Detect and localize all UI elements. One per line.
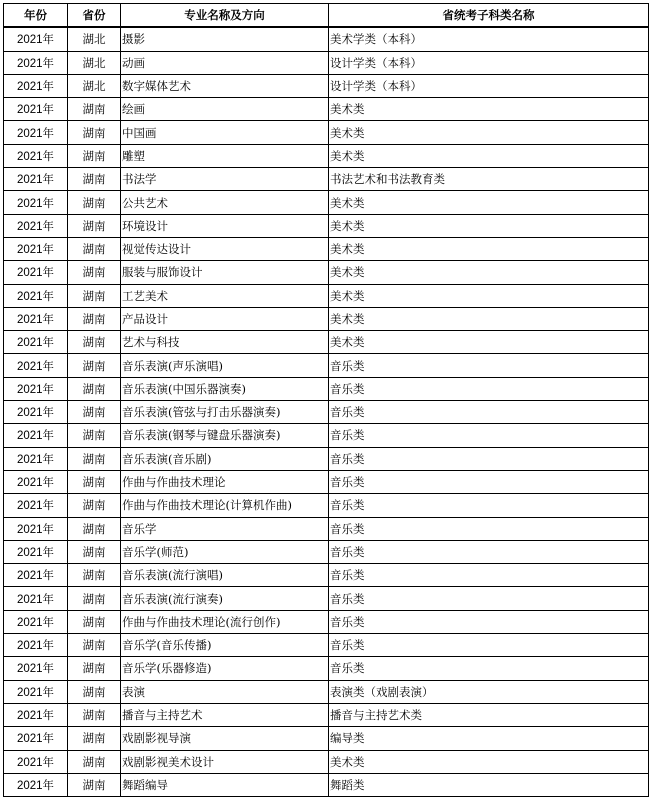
province-cell: 湖南 bbox=[68, 261, 121, 284]
major-cell: 音乐学(师范) bbox=[121, 540, 329, 563]
province-cell: 湖南 bbox=[68, 401, 121, 424]
table-row bbox=[4, 191, 649, 214]
major-cell: 音乐学(音乐传播) bbox=[121, 634, 329, 657]
category-cell: 表演类（戏剧表演） bbox=[329, 680, 649, 703]
category-cell: 音乐类 bbox=[329, 517, 649, 540]
year-cell: 2021年 bbox=[4, 27, 68, 51]
year-cell: 2021年 bbox=[4, 121, 68, 144]
table-row bbox=[4, 144, 649, 167]
year-cell: 2021年 bbox=[4, 331, 68, 354]
table-row bbox=[4, 214, 649, 237]
category-cell: 美术学类（本科） bbox=[329, 27, 649, 51]
category-cell: 编导类 bbox=[329, 727, 649, 750]
major-cell: 戏剧影视导演 bbox=[121, 727, 329, 750]
major-cell: 书法学 bbox=[121, 168, 329, 191]
province-cell: 湖南 bbox=[68, 634, 121, 657]
major-category-table bbox=[3, 3, 649, 797]
category-cell: 美术类 bbox=[329, 121, 649, 144]
province-cell: 湖南 bbox=[68, 191, 121, 214]
year-cell: 2021年 bbox=[4, 424, 68, 447]
province-cell: 湖南 bbox=[68, 168, 121, 191]
major-cell: 环境设计 bbox=[121, 214, 329, 237]
table-row bbox=[4, 517, 649, 540]
major-cell: 音乐表演(流行演唱) bbox=[121, 564, 329, 587]
province-cell: 湖南 bbox=[68, 750, 121, 773]
category-cell: 美术类 bbox=[329, 237, 649, 260]
table-row bbox=[4, 284, 649, 307]
province-cell: 湖南 bbox=[68, 424, 121, 447]
province-cell: 湖南 bbox=[68, 121, 121, 144]
province-cell: 湖南 bbox=[68, 517, 121, 540]
year-cell: 2021年 bbox=[4, 587, 68, 610]
year-cell: 2021年 bbox=[4, 470, 68, 493]
category-cell: 美术类 bbox=[329, 144, 649, 167]
table-row bbox=[4, 610, 649, 633]
category-cell: 音乐类 bbox=[329, 610, 649, 633]
year-cell: 2021年 bbox=[4, 261, 68, 284]
province-cell: 湖南 bbox=[68, 703, 121, 726]
table-row bbox=[4, 261, 649, 284]
category-cell: 美术类 bbox=[329, 307, 649, 330]
province-cell: 湖北 bbox=[68, 27, 121, 51]
year-cell: 2021年 bbox=[4, 634, 68, 657]
table-row bbox=[4, 354, 649, 377]
table-row bbox=[4, 727, 649, 750]
major-cell: 作曲与作曲技术理论(流行创作) bbox=[121, 610, 329, 633]
table-row bbox=[4, 750, 649, 773]
year-cell: 2021年 bbox=[4, 494, 68, 517]
category-cell: 音乐类 bbox=[329, 540, 649, 563]
major-cell: 音乐表演(声乐演唱) bbox=[121, 354, 329, 377]
major-cell: 产品设计 bbox=[121, 307, 329, 330]
major-cell: 音乐学 bbox=[121, 517, 329, 540]
category-cell: 美术类 bbox=[329, 191, 649, 214]
major-cell: 音乐表演(流行演奏) bbox=[121, 587, 329, 610]
province-cell: 湖北 bbox=[68, 51, 121, 74]
major-cell: 雕塑 bbox=[121, 144, 329, 167]
year-cell: 2021年 bbox=[4, 703, 68, 726]
province-cell: 湖南 bbox=[68, 447, 121, 470]
table-row bbox=[4, 121, 649, 144]
table-row bbox=[4, 470, 649, 493]
category-cell: 音乐类 bbox=[329, 657, 649, 680]
category-cell: 设计学类（本科） bbox=[329, 51, 649, 74]
major-cell: 音乐学(乐器修造) bbox=[121, 657, 329, 680]
major-cell: 音乐表演(管弦与打击乐器演奏) bbox=[121, 401, 329, 424]
province-cell: 湖南 bbox=[68, 587, 121, 610]
table-row bbox=[4, 494, 649, 517]
table-row bbox=[4, 587, 649, 610]
category-cell: 美术类 bbox=[329, 214, 649, 237]
major-cell: 绘画 bbox=[121, 98, 329, 121]
document-page bbox=[3, 3, 649, 797]
year-cell: 2021年 bbox=[4, 144, 68, 167]
major-cell: 服装与服饰设计 bbox=[121, 261, 329, 284]
category-cell: 音乐类 bbox=[329, 564, 649, 587]
province-cell: 湖南 bbox=[68, 727, 121, 750]
year-cell: 2021年 bbox=[4, 354, 68, 377]
table-row bbox=[4, 74, 649, 97]
major-cell: 作曲与作曲技术理论 bbox=[121, 470, 329, 493]
header-category: 省统考子科类名称 bbox=[329, 4, 649, 28]
table-row bbox=[4, 703, 649, 726]
province-cell: 湖南 bbox=[68, 540, 121, 563]
province-cell: 湖南 bbox=[68, 214, 121, 237]
year-cell: 2021年 bbox=[4, 191, 68, 214]
year-cell: 2021年 bbox=[4, 377, 68, 400]
category-cell: 音乐类 bbox=[329, 447, 649, 470]
year-cell: 2021年 bbox=[4, 750, 68, 773]
year-cell: 2021年 bbox=[4, 168, 68, 191]
year-cell: 2021年 bbox=[4, 657, 68, 680]
category-cell: 美术类 bbox=[329, 261, 649, 284]
province-cell: 湖南 bbox=[68, 98, 121, 121]
category-cell: 舞蹈类 bbox=[329, 773, 649, 796]
table-row bbox=[4, 51, 649, 74]
major-cell: 艺术与科技 bbox=[121, 331, 329, 354]
category-cell: 音乐类 bbox=[329, 424, 649, 447]
table-row bbox=[4, 447, 649, 470]
table-row bbox=[4, 377, 649, 400]
year-cell: 2021年 bbox=[4, 74, 68, 97]
year-cell: 2021年 bbox=[4, 447, 68, 470]
province-cell: 湖南 bbox=[68, 377, 121, 400]
table-row bbox=[4, 540, 649, 563]
major-cell: 摄影 bbox=[121, 27, 329, 51]
table-row bbox=[4, 307, 649, 330]
year-cell: 2021年 bbox=[4, 773, 68, 796]
table-row bbox=[4, 168, 649, 191]
major-cell: 中国画 bbox=[121, 121, 329, 144]
major-cell: 音乐表演(钢琴与键盘乐器演奏) bbox=[121, 424, 329, 447]
major-cell: 视觉传达设计 bbox=[121, 237, 329, 260]
province-cell: 湖南 bbox=[68, 610, 121, 633]
header-year: 年份 bbox=[4, 4, 68, 28]
province-cell: 湖南 bbox=[68, 470, 121, 493]
province-cell: 湖南 bbox=[68, 773, 121, 796]
category-cell: 美术类 bbox=[329, 98, 649, 121]
category-cell: 美术类 bbox=[329, 284, 649, 307]
category-cell: 播音与主持艺术类 bbox=[329, 703, 649, 726]
province-cell: 湖南 bbox=[68, 144, 121, 167]
year-cell: 2021年 bbox=[4, 727, 68, 750]
major-cell: 作曲与作曲技术理论(计算机作曲) bbox=[121, 494, 329, 517]
category-cell: 音乐类 bbox=[329, 354, 649, 377]
category-cell: 音乐类 bbox=[329, 470, 649, 493]
year-cell: 2021年 bbox=[4, 401, 68, 424]
year-cell: 2021年 bbox=[4, 517, 68, 540]
category-cell: 音乐类 bbox=[329, 587, 649, 610]
category-cell: 设计学类（本科） bbox=[329, 74, 649, 97]
year-cell: 2021年 bbox=[4, 564, 68, 587]
province-cell: 湖南 bbox=[68, 307, 121, 330]
year-cell: 2021年 bbox=[4, 51, 68, 74]
table-row bbox=[4, 237, 649, 260]
year-cell: 2021年 bbox=[4, 540, 68, 563]
year-cell: 2021年 bbox=[4, 98, 68, 121]
major-cell: 舞蹈编导 bbox=[121, 773, 329, 796]
year-cell: 2021年 bbox=[4, 284, 68, 307]
table-row bbox=[4, 27, 649, 51]
major-cell: 戏剧影视美术设计 bbox=[121, 750, 329, 773]
table-body bbox=[4, 27, 649, 796]
province-cell: 湖南 bbox=[68, 284, 121, 307]
year-cell: 2021年 bbox=[4, 237, 68, 260]
major-cell: 工艺美术 bbox=[121, 284, 329, 307]
table-row bbox=[4, 773, 649, 796]
header-major: 专业名称及方向 bbox=[121, 4, 329, 28]
category-cell: 美术类 bbox=[329, 331, 649, 354]
year-cell: 2021年 bbox=[4, 307, 68, 330]
table-row bbox=[4, 331, 649, 354]
year-cell: 2021年 bbox=[4, 680, 68, 703]
major-cell: 播音与主持艺术 bbox=[121, 703, 329, 726]
major-cell: 公共艺术 bbox=[121, 191, 329, 214]
major-cell: 数字媒体艺术 bbox=[121, 74, 329, 97]
table-row bbox=[4, 401, 649, 424]
table-row bbox=[4, 98, 649, 121]
table-row bbox=[4, 634, 649, 657]
table-row bbox=[4, 424, 649, 447]
table-row bbox=[4, 564, 649, 587]
province-cell: 湖南 bbox=[68, 564, 121, 587]
major-cell: 动画 bbox=[121, 51, 329, 74]
province-cell: 湖南 bbox=[68, 354, 121, 377]
table-row bbox=[4, 657, 649, 680]
category-cell: 书法艺术和书法教育类 bbox=[329, 168, 649, 191]
year-cell: 2021年 bbox=[4, 214, 68, 237]
header-province: 省份 bbox=[68, 4, 121, 28]
major-cell: 音乐表演(音乐剧) bbox=[121, 447, 329, 470]
category-cell: 音乐类 bbox=[329, 401, 649, 424]
year-cell: 2021年 bbox=[4, 610, 68, 633]
category-cell: 音乐类 bbox=[329, 377, 649, 400]
major-cell: 表演 bbox=[121, 680, 329, 703]
province-cell: 湖南 bbox=[68, 680, 121, 703]
major-cell: 音乐表演(中国乐器演奏) bbox=[121, 377, 329, 400]
category-cell: 音乐类 bbox=[329, 634, 649, 657]
table-header bbox=[4, 4, 649, 28]
province-cell: 湖南 bbox=[68, 657, 121, 680]
header-row bbox=[4, 4, 649, 28]
province-cell: 湖北 bbox=[68, 74, 121, 97]
table-row bbox=[4, 680, 649, 703]
province-cell: 湖南 bbox=[68, 494, 121, 517]
province-cell: 湖南 bbox=[68, 331, 121, 354]
province-cell: 湖南 bbox=[68, 237, 121, 260]
category-cell: 美术类 bbox=[329, 750, 649, 773]
category-cell: 音乐类 bbox=[329, 494, 649, 517]
